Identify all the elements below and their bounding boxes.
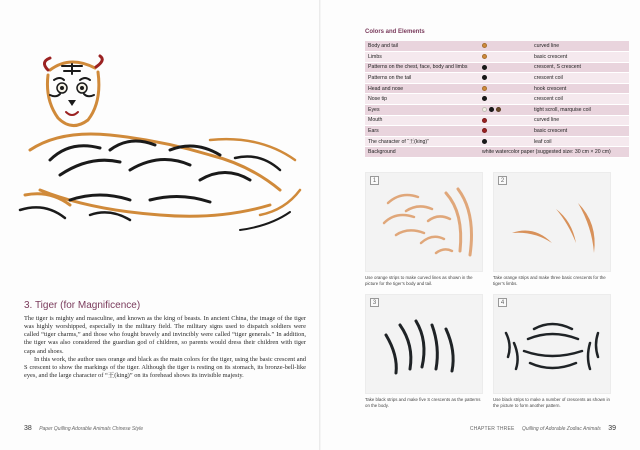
left-footer xyxy=(24,425,143,432)
part-cell: The character of “王(king)” xyxy=(365,136,479,147)
element-cell: crescent, S crescent xyxy=(531,62,629,73)
step-photo xyxy=(365,172,483,272)
element-cell: curved line xyxy=(531,115,629,126)
element-cell: leaf coil xyxy=(531,136,629,147)
table-row xyxy=(365,115,629,126)
color-swatch xyxy=(482,107,487,112)
element-cell: hook crescent xyxy=(531,83,629,94)
element-cell: tight scroll, marquise coil xyxy=(531,105,629,116)
table-row xyxy=(365,94,629,105)
page-number: 39 xyxy=(608,425,616,432)
step-caption: Use black strips to make a number of crescents as shown in the picture to form another pattern. xyxy=(493,397,610,408)
table-row xyxy=(365,52,629,63)
colors-cell xyxy=(479,105,531,116)
colors-cell xyxy=(479,73,531,84)
step-number: 1 xyxy=(370,176,379,185)
color-swatch xyxy=(482,86,487,91)
element-cell: basic crescent xyxy=(531,52,629,63)
element-cell: basic crescent xyxy=(531,126,629,137)
color-swatch xyxy=(496,107,501,112)
table-title: Colors and Elements xyxy=(365,29,425,35)
step-number: 2 xyxy=(498,176,507,185)
colors-cell xyxy=(479,136,531,147)
section-title: 3. Tiger (for Magnificence) xyxy=(24,300,141,311)
color-swatch xyxy=(482,65,487,70)
black-crescents-pattern-image xyxy=(494,295,611,394)
colors-cell xyxy=(479,41,531,52)
paragraph: In this work, the author uses orange and black as the main colors for the tiger, using the basic crescent and S crescent to show the markings of the tiger. Although the tiger is resting on its stomach, its bronze-bell-like eyes, and the large character of “王(king)” on its forehead shows its invisible majesty. xyxy=(24,355,306,380)
black-s-crescents-image xyxy=(366,295,483,394)
step-caption: Take black strips and make five S crescents as the patterns on the body. xyxy=(365,397,481,408)
step-photo xyxy=(365,294,483,394)
element-cell: white watercolor paper (suggested size: 30 cm × 20 cm) xyxy=(479,147,629,158)
part-cell: Mouth xyxy=(365,115,479,126)
color-swatch xyxy=(482,43,487,48)
color-swatch xyxy=(489,107,494,112)
part-cell: Ears xyxy=(365,126,479,137)
right-page xyxy=(320,0,640,450)
element-cell: crescent coil xyxy=(531,94,629,105)
part-cell: Patterns on the tail xyxy=(365,73,479,84)
color-swatch xyxy=(482,96,487,101)
part-cell: Nose tip xyxy=(365,94,479,105)
tiger-quilling-illustration xyxy=(10,40,310,250)
color-swatch xyxy=(482,75,487,80)
table-row xyxy=(365,147,629,158)
orange-curved-lines-image xyxy=(366,173,483,272)
step-caption: Use orange strips to make curved lines as shown in the picture for the tiger’s body and tail. xyxy=(365,275,473,286)
table-row xyxy=(365,105,629,116)
colors-elements-table xyxy=(365,41,629,158)
color-swatch xyxy=(482,118,487,123)
part-cell: Limbs xyxy=(365,52,479,63)
part-cell: Body and tail xyxy=(365,41,479,52)
element-cell: curved line xyxy=(531,41,629,52)
step-caption: Take orange strips and make three basic crescents for the tiger’s limbs. xyxy=(493,275,606,286)
color-swatch xyxy=(482,128,487,133)
colors-cell xyxy=(479,115,531,126)
body-text xyxy=(24,315,306,380)
paragraph: The tiger is mighty and masculine, and known as the king of beasts. In ancient China, the image of the tiger was highly worshipped, especially in the military field. The military signs used to dispatch soldiers were called “tiger charms,” and those who fought bravely and invincibly were called “tiger generals.” In addition, the tiger was also considered the guardian god of children, so parents would dress their children with tiger caps and shoes. xyxy=(24,315,306,355)
table-row xyxy=(365,62,629,73)
element-cell: crescent coil xyxy=(531,73,629,84)
step-photo xyxy=(493,172,611,272)
table-row xyxy=(365,73,629,84)
colors-cell xyxy=(479,126,531,137)
color-swatch xyxy=(482,139,487,144)
step-number: 3 xyxy=(370,298,379,307)
step-3 xyxy=(365,294,483,408)
step-2 xyxy=(493,172,611,286)
step-4 xyxy=(493,294,611,408)
table-row xyxy=(365,136,629,147)
color-swatch xyxy=(482,54,487,59)
right-footer xyxy=(470,425,616,432)
step-1 xyxy=(365,172,483,286)
page-number: 38 xyxy=(24,425,32,432)
chapter-title: Quilling of Adorable Zodiac Animals xyxy=(521,426,601,432)
colors-cell xyxy=(479,94,531,105)
table-row xyxy=(365,83,629,94)
colors-cell xyxy=(479,83,531,94)
orange-crescents-image xyxy=(494,173,611,272)
part-cell: Patterns on the chest, face, body and limbs xyxy=(365,62,479,73)
colors-cell xyxy=(479,52,531,63)
book-title: Paper Quilling Adorable Animals Chinese Style xyxy=(39,426,144,432)
step-photo xyxy=(493,294,611,394)
part-cell: Eyes xyxy=(365,105,479,116)
chapter-label: CHAPTER THREE xyxy=(469,426,515,432)
step-number: 4 xyxy=(498,298,507,307)
colors-cell xyxy=(479,62,531,73)
table-row xyxy=(365,41,629,52)
table-row xyxy=(365,126,629,137)
part-cell: Head and nose xyxy=(365,83,479,94)
part-cell: Background xyxy=(365,147,479,158)
